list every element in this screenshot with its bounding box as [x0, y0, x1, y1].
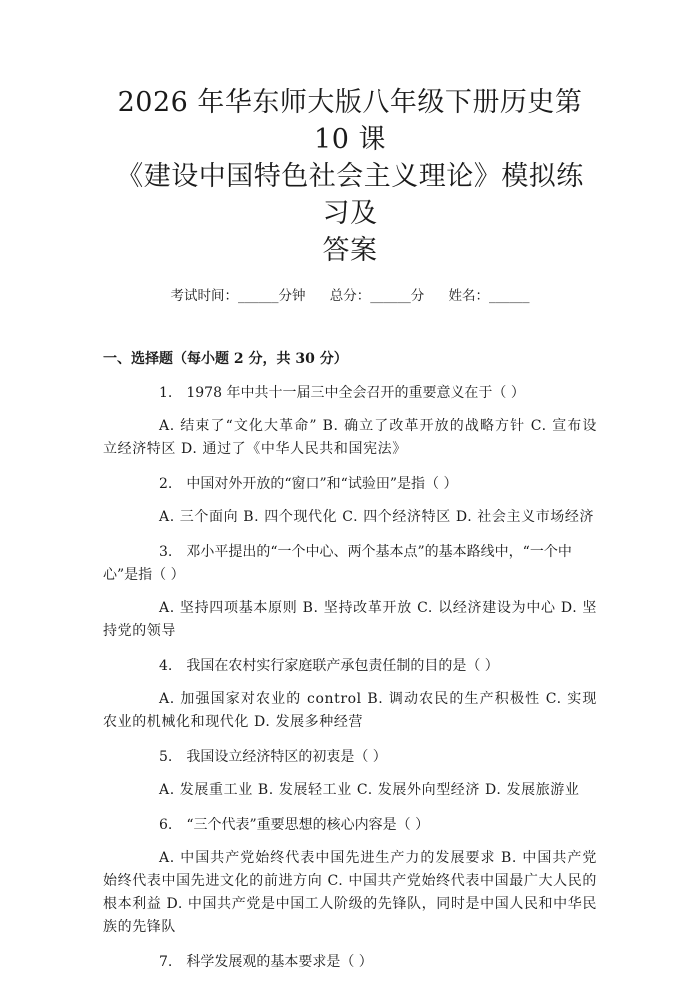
question-stem: “三个代表”重要思想的核心内容是（ ） — [186, 817, 430, 833]
exam-time: 考试时间：______分钟 — [170, 288, 306, 304]
total-score: 总分：______分 — [329, 288, 425, 304]
student-name: 姓名：______ — [448, 288, 530, 304]
question-options: A. 坚持四项基本原则 B. 坚持改革开放 C. 以经济建设为中心 D. 坚持党的领导 — [103, 600, 597, 639]
question-stem: 1978 年中共十一届三中全会召开的重要意义在于（ ） — [186, 385, 525, 401]
title-line-3: 答案 — [322, 235, 378, 266]
question-number: 2. — [159, 476, 173, 492]
document-title — [103, 84, 597, 269]
question-options: A. 结束了“文化大革命” B. 确立了改革开放的战略方针 C. 宣布设立经济特区 D. 通过了《中华人民共和国宪法》 — [103, 418, 597, 457]
question-stem: 科学发展观的基本要求是（ ） — [186, 954, 373, 970]
question-number: 5. — [159, 749, 173, 765]
question-2 — [103, 473, 597, 529]
question-options: A. 中国共产党始终代表中国先进生产力的发展要求 B. 中国共产党始终代表中国先进文化的前进方向 C. 中国共产党始终代表中国最广大人民的根本利益 D. 中国共产党是中国工人阶级的先锋队，同时是中国人民和中华民族的先锋队 — [103, 850, 597, 935]
title-line-2: 《建设中国特色社会主义理论》模拟练习及 — [116, 161, 584, 229]
question-3 — [103, 541, 597, 643]
question-number: 7. — [159, 954, 173, 970]
question-stem: 我国设立经济特区的初衷是（ ） — [186, 749, 387, 765]
question-options: A. 加强国家对农业的 control B. 调动农民的生产积极性 C. 实现农业的机械化和现代化 D. 发展多种经营 — [103, 691, 597, 730]
question-stem: 中国对外开放的“窗口”和“试验田”是指（ ） — [186, 476, 458, 492]
question-stem: 我国在农村实行家庭联产承包责任制的目的是（ ） — [186, 658, 499, 674]
question-4 — [103, 655, 597, 734]
question-number: 3. — [159, 544, 173, 560]
question-1 — [103, 382, 597, 461]
question-options: A. 三个面向 B. 四个现代化 C. 四个经济特区 D. 社会主义市场经济 — [159, 509, 595, 525]
question-stem: 邓小平提出的“一个中心、两个基本点”的基本路线中，“一个中心”是指（ ） — [103, 544, 572, 583]
question-number: 4. — [159, 658, 173, 674]
section-title: 一、选择题（每小题 2 分，共 30 分） — [103, 351, 348, 367]
question-5 — [103, 746, 597, 802]
title-line-1: 2026 年华东师大版八年级下册历史第 10 课 — [117, 87, 583, 155]
question-number: 1. — [159, 385, 173, 401]
question-number: 6. — [159, 817, 173, 833]
document-page — [0, 84, 700, 989]
question-6 — [103, 814, 597, 939]
question-options: A. 发展重工业 B. 发展轻工业 C. 发展外向型经济 D. 发展旅游业 — [159, 782, 580, 798]
exam-info — [103, 286, 597, 306]
question-7 — [103, 951, 597, 974]
